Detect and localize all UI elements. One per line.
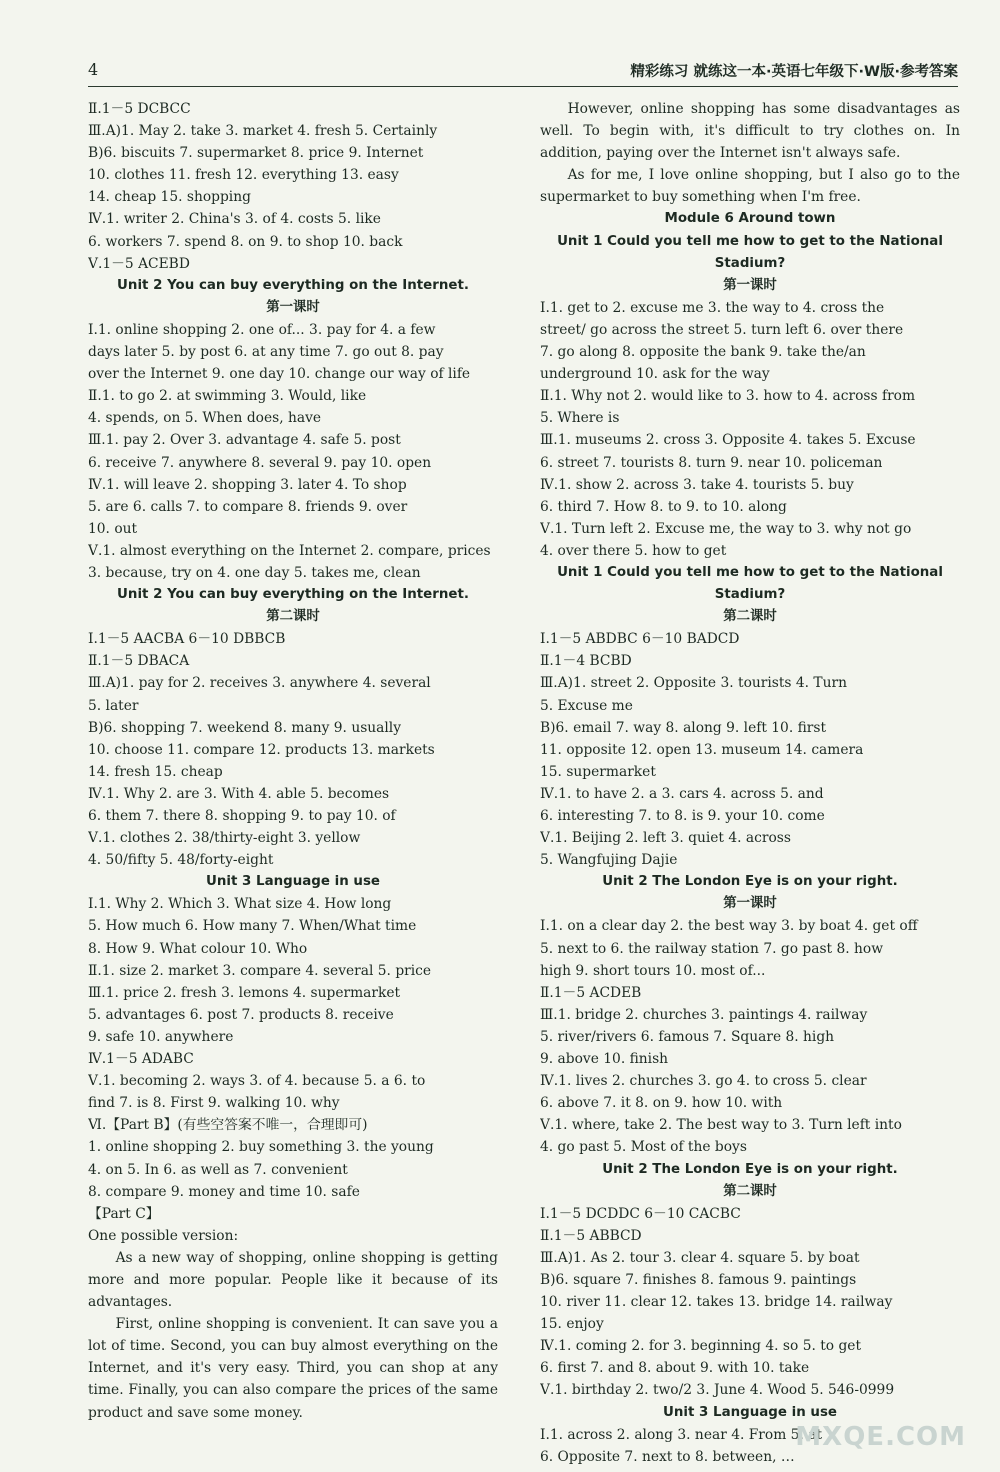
essay-paragraph: As a new way of shopping, online shopping is getting more and more popular. People like it because of its advantages. — [88, 1249, 498, 1311]
answer-line: 10. clothes 11. fresh 12. everything 13. easy — [88, 167, 399, 184]
answer-line: 6. street 7. tourists 8. turn 9. near 10. policeman — [540, 454, 883, 471]
section-heading: Unit 1 Could you tell me how to get to the National Stadium? — [557, 233, 943, 271]
answer-line: Ⅲ.A)1. May 2. take 3. market 4. fresh 5. Certainly — [88, 123, 438, 140]
answer-line: 5. are 6. calls 7. to compare 8. friends 9. over — [88, 498, 408, 515]
answer-line: 10. out — [88, 520, 138, 537]
answer-line: 1. online shopping 2. buy something 3. the young — [88, 1139, 434, 1156]
answer-line: high 9. short tours 10. most of... — [540, 962, 766, 979]
answer-line: 6. interesting 7. to 8. is 9. your 10. come — [540, 808, 825, 824]
answer-line: 6. them 7. there 8. shopping 9. to pay 10. of — [88, 808, 396, 824]
answer-line: Ⅳ.1. coming 2. for 3. beginning 4. so 5. to get — [540, 1338, 862, 1355]
answer-line: Ⅳ.1. Why 2. are 3. With 4. able 5. becomes — [88, 785, 390, 802]
answer-line: 6. workers 7. spend 8. on 9. to shop 10. back — [88, 233, 403, 250]
answer-line: Ⅲ.1. bridge 2. churches 3. paintings 4. railway — [540, 1006, 868, 1023]
section-heading: Module 6 Around town — [664, 211, 836, 227]
section-heading: Unit 3 Language in use — [206, 874, 380, 890]
answer-line: 4. spends, on 5. When does, have — [88, 410, 322, 427]
left-column — [88, 98, 498, 1424]
answer-line: 6. third 7. How 8. to 9. to 10. along — [540, 498, 787, 515]
answer-line: 15. supermarket — [540, 763, 656, 780]
answer-line: 6. receive 7. anywhere 8. several 9. pay 10. open — [88, 454, 432, 471]
answer-line: 5. river/rivers 6. famous 7. Square 8. high — [540, 1028, 835, 1045]
answer-line: 14. cheap 15. shopping — [88, 189, 251, 206]
answer-line: 5. Wangfujing Dajie — [540, 852, 678, 869]
answer-line: Ⅳ.1. to have 2. a 3. cars 4. across 5. and — [540, 785, 824, 802]
answer-line: Ⅲ.1. museums 2. cross 3. Opposite 4. takes 5. Excuse — [540, 432, 916, 449]
answer-line: days later 5. by post 6. at any time 7. go out 8. pay — [88, 344, 444, 361]
answer-line: Ⅱ.1. size 2. market 3. compare 4. several 5. price — [88, 962, 432, 979]
answer-line: 6. Opposite 7. next to 8. between, … — [540, 1448, 795, 1465]
answer-line: Ⅰ.1. on a clear day 2. the best way 3. by boat 4. get off — [540, 918, 918, 935]
section-heading: 第一课时 — [266, 299, 320, 315]
header-title: 精彩练习 就练这一本·英语七年级下·W版·参考答案 — [630, 64, 958, 80]
answer-line: One possible version: — [88, 1227, 239, 1244]
answer-line: 8. compare 9. money and time 10. safe — [88, 1183, 360, 1200]
answer-line: B)6. square 7. finishes 8. famous 9. paintings — [540, 1271, 857, 1288]
answer-line: 4. over there 5. how to get — [540, 542, 727, 559]
answer-line: 6. first 7. and 8. about 9. with 10. take — [540, 1360, 810, 1377]
page-header — [88, 60, 958, 86]
answer-line: Ⅴ.1. Beijing 2. left 3. quiet 4. across — [540, 830, 791, 847]
answer-line: street/ go across the street 5. turn left 6. over there — [540, 321, 904, 338]
header-rule — [88, 86, 958, 87]
answer-line: Ⅳ.1. writer 2. China's 3. of 4. costs 5. like — [88, 211, 381, 228]
section-heading: 第二课时 — [266, 609, 320, 625]
answer-line: 8. How 9. What colour 10. Who — [88, 940, 308, 957]
answer-line: 【Part C】 — [88, 1205, 160, 1222]
answer-line: 5. advantages 6. post 7. products 8. receive — [88, 1006, 394, 1023]
answer-line: 14. fresh 15. cheap — [88, 763, 223, 780]
answer-line: over the Internet 9. one day 10. change our way of life — [88, 366, 471, 383]
answer-line: 11. opposite 12. open 13. museum 14. camera — [540, 741, 864, 758]
page-number: 4 — [88, 60, 99, 79]
answer-line: Ⅰ.1. across 2. along 3. near 4. From 5. at — [540, 1426, 823, 1443]
section-heading: Unit 2 The London Eye is on your right. — [602, 874, 898, 890]
answer-line: 5. later — [88, 697, 139, 714]
answer-line: Ⅳ.1. will leave 2. shopping 3. later 4. To shop — [88, 476, 407, 493]
section-heading: 第二课时 — [723, 609, 777, 625]
answer-line: Ⅴ.1－5 ACEBD — [88, 255, 190, 272]
answer-line: 5. Where is — [540, 410, 620, 427]
section-heading: 第一课时 — [723, 896, 777, 912]
essay-paragraph: However, online shopping has some disadvantages as well. To begin with, it's difficult to try clothes on. In addition, paying over the Internet isn't always safe. — [540, 101, 960, 162]
answer-line: Ⅰ.1. get to 2. excuse me 3. the way to 4. cross the — [540, 299, 885, 316]
answer-line: 3. because, try on 4. one day 5. takes me, clean — [88, 564, 421, 581]
answer-line: Ⅲ.1. price 2. fresh 3. lemons 4. supermarket — [88, 984, 401, 1001]
answer-line: Ⅱ.1－5 ABBCD — [540, 1227, 642, 1244]
answer-line: B)6. shopping 7. weekend 8. many 9. usually — [88, 719, 402, 736]
answer-line: Ⅳ.1. lives 2. churches 3. go 4. to cross 5. clear — [540, 1073, 867, 1090]
answer-line: underground 10. ask for the way — [540, 366, 770, 383]
answer-line: 15. enjoy — [540, 1316, 604, 1333]
answer-line: Ⅳ.1. show 2. across 3. take 4. tourists 5. buy — [540, 476, 854, 493]
answer-line: Ⅱ.1－5 DBACA — [88, 653, 190, 670]
watermark-logo — [795, 1390, 966, 1454]
answer-line: Ⅲ.A)1. street 2. Opposite 3. tourists 4. Turn — [540, 675, 847, 692]
answer-line: Ⅰ.1. online shopping 2. one of... 3. pay for 4. a few — [88, 321, 436, 338]
answer-line: Ⅴ.1. Turn left 2. Excuse me, the way to 3. why not go — [540, 520, 912, 537]
answer-line: 4. 50/fifty 5. 48/forty-eight — [88, 852, 274, 869]
answer-line: 4. on 5. In 6. as well as 7. convenient — [88, 1161, 348, 1178]
section-heading: Unit 2 The London Eye is on your right. — [602, 1161, 898, 1177]
answer-line: Ⅲ.A)1. As 2. tour 3. clear 4. square 5. by boat — [540, 1249, 860, 1266]
answer-line: 5. Excuse me — [540, 697, 633, 714]
answer-line: Ⅰ.1－5 ABDBC 6－10 BADCD — [540, 631, 740, 648]
answer-line: B)6. biscuits 7. supermarket 8. price 9. Internet — [88, 145, 424, 162]
answer-line: Ⅲ.1. pay 2. Over 3. advantage 4. safe 5. post — [88, 432, 401, 449]
essay-paragraph: As for me, I love online shopping, but I also go to the supermarket to buy something when I'm free. — [540, 167, 960, 206]
answer-line: Ⅰ.1－5 AACBA 6－10 DBBCB — [88, 631, 286, 648]
watermark-text: MXQE.COM — [795, 1422, 966, 1452]
answer-line: Ⅴ.1. clothes 2. 38/thirty-eight 3. yellow — [88, 830, 361, 847]
section-heading: Unit 1 Could you tell me how to get to the National Stadium? — [557, 564, 943, 603]
answer-line: B)6. email 7. way 8. along 9. left 10. first — [540, 719, 827, 736]
answer-line: Ⅴ.1. where, take 2. The best way to 3. Turn left into — [540, 1117, 902, 1134]
answer-line: Ⅰ.1－5 DCDDC 6－10 CACBC — [540, 1205, 741, 1222]
answer-line: Ⅵ.【Part B】(有些空答案不唯一，合理即可) — [88, 1117, 368, 1134]
answer-line: 4. go past 5. Most of the boys — [540, 1139, 747, 1156]
answer-line: 10. choose 11. compare 12. products 13. markets — [88, 741, 435, 758]
answer-line: Ⅲ.A)1. pay for 2. receives 3. anywhere 4. several — [88, 675, 431, 692]
right-column — [540, 98, 960, 1468]
section-heading: Unit 2 You can buy everything on the Internet. — [117, 587, 469, 603]
section-heading: 第一课时 — [723, 277, 777, 293]
section-heading: Unit 3 Language in use — [663, 1404, 837, 1420]
answer-line: 10. river 11. clear 12. takes 13. bridge 14. railway — [540, 1294, 893, 1311]
answer-line: 5. How much 6. How many 7. When/What time — [88, 918, 417, 935]
section-heading: 第二课时 — [723, 1183, 777, 1199]
answer-line: 7. go along 8. opposite the bank 9. take the/an — [540, 344, 866, 361]
answer-line: 9. safe 10. anywhere — [88, 1028, 234, 1045]
section-heading: Unit 2 You can buy everything on the Internet. — [117, 277, 469, 293]
essay-paragraph: First, online shopping is convenient. It can save you a lot of time. Second, you can buy almost everything on the Internet, and it's very easy. Third, you can shop at any time. Finally, you can also compare the prices of the same product and save some money. — [88, 1316, 498, 1421]
answer-line: Ⅱ.1－4 BCBD — [540, 653, 632, 670]
answer-line: Ⅰ.1. Why 2. Which 3. What size 4. How long — [88, 896, 392, 913]
answer-line: Ⅴ.1. birthday 2. two/2 3. June 4. Wood 5. 546-0999 — [540, 1382, 895, 1399]
answer-line: Ⅱ.1. to go 2. at swimming 3. Would, like — [88, 388, 367, 405]
answer-line: Ⅳ.1－5 ADABC — [88, 1051, 194, 1068]
answer-line: Ⅱ.1－5 DCBCC — [88, 101, 191, 117]
answer-line: 6. above 7. it 8. on 9. how 10. with — [540, 1095, 783, 1112]
answer-line: Ⅱ.1. Why not 2. would like to 3. how to 4. across from — [540, 388, 916, 405]
answer-line: 9. above 10. finish — [540, 1051, 669, 1068]
answer-line: 5. next to 6. the railway station 7. go past 8. how — [540, 940, 884, 957]
answer-line: Ⅱ.1－5 ACDEB — [540, 984, 642, 1001]
answer-line: find 7. is 8. First 9. walking 10. why — [88, 1095, 340, 1112]
answer-line: Ⅴ.1. becoming 2. ways 3. of 4. because 5. a 6. to — [88, 1073, 426, 1090]
answer-line: Ⅴ.1. almost everything on the Internet 2. compare, prices — [88, 542, 491, 559]
